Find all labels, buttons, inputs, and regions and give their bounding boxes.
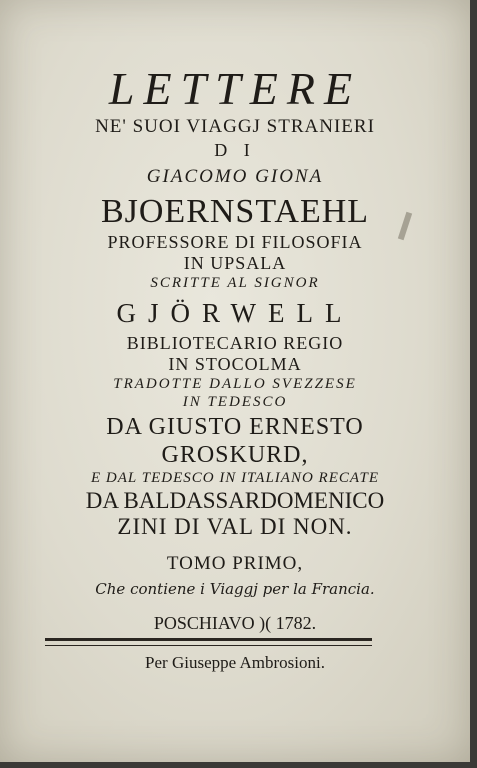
- imprint-rule-thick: [45, 638, 372, 641]
- second-translator-line1: DA BALDASSARDOMENICO: [85, 488, 385, 513]
- first-translator-line1: DA GIUSTO ERNESTO: [106, 414, 364, 440]
- translation-line3: E DAL TEDESCO IN ITALIANO RECATE: [91, 470, 379, 486]
- first-translator-line2: GROSKURD,: [161, 442, 309, 468]
- volume-label: TOMO PRIMO,: [166, 553, 304, 574]
- printer-name: Per Giuseppe Ambrosioni.: [145, 653, 325, 672]
- author-surname: BJOERNSTAEHL: [100, 193, 370, 230]
- subtitle-line: NE' SUOI VIAGGJ STRANIERI: [95, 116, 375, 137]
- recipient-role-line1: BIBLIOTECARIO REGIO: [126, 333, 344, 353]
- addressed-to: SCRITTE AL SIGNOR: [150, 275, 320, 291]
- author-role-line1: PROFESSORE DI FILOSOFIA: [107, 232, 363, 252]
- volume-contents: Che contiene i Viaggj per la Francia.: [95, 580, 375, 598]
- recipient-name: GJÖRWELL: [116, 298, 354, 328]
- second-translator-line2: ZINI DI VAL DI NON.: [117, 514, 353, 539]
- book-title: LETTERE: [108, 63, 362, 114]
- author-role-line2: IN UPSALA: [183, 253, 287, 273]
- imprint-rule-thin: [45, 645, 372, 646]
- author-given-names: GIACOMO GIONA: [146, 166, 324, 187]
- imprint-place-year: POSCHIAVO )( 1782.: [153, 613, 317, 633]
- translation-line1: TRADOTTE DALLO SVEZZESE: [113, 376, 357, 392]
- recipient-role-line2: IN STOCOLMA: [168, 354, 302, 374]
- preposition-di: D I: [214, 140, 256, 160]
- translation-line2: IN TEDESCO: [182, 394, 288, 410]
